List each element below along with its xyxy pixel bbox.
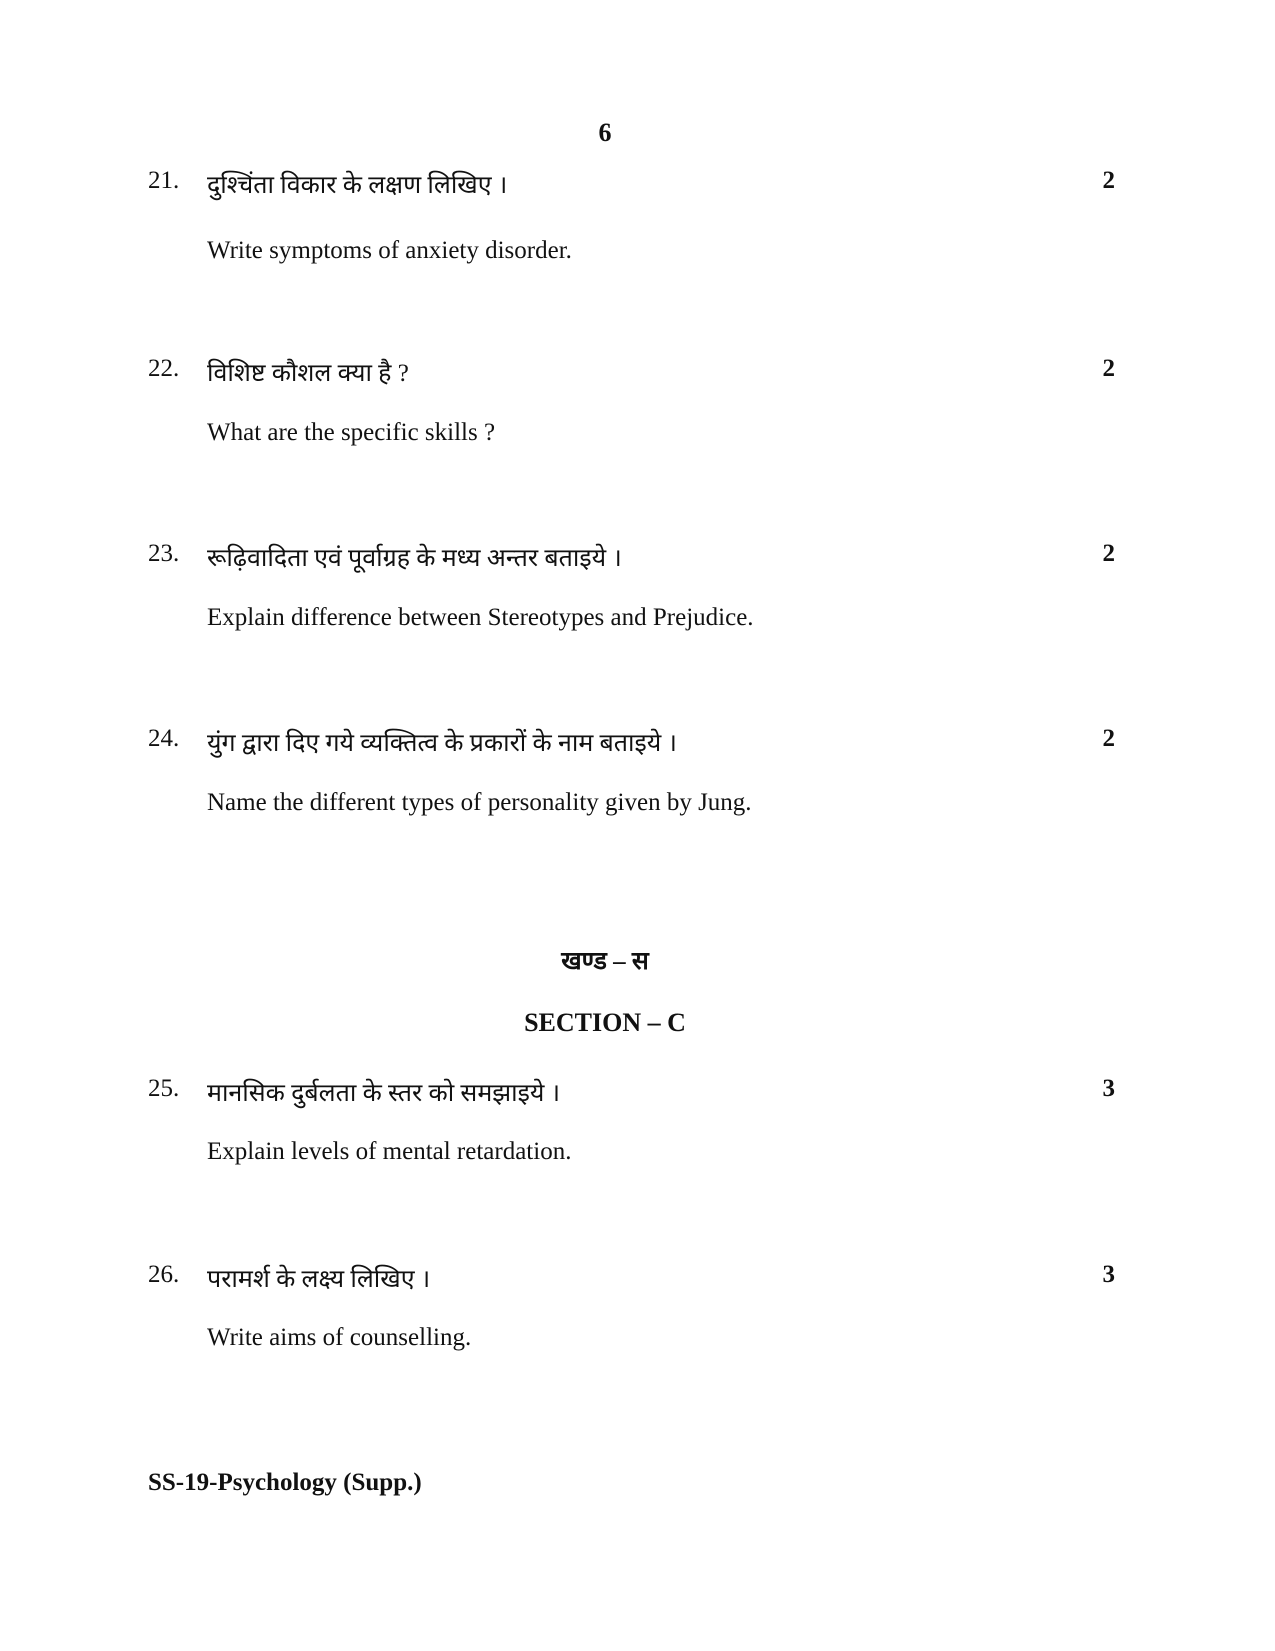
- question-text-english: Explain difference between Stereotypes and Prejudice.: [207, 604, 754, 631]
- question-text-english: Write aims of counselling.: [207, 1324, 472, 1351]
- question-number: 23.: [148, 540, 180, 567]
- question-text-hindi: परामर्श के लक्ष्य लिखिए ।: [207, 1266, 431, 1293]
- question-number: 22.: [148, 355, 180, 382]
- question-marks: 2: [1102, 725, 1115, 752]
- section-heading-hindi: खण्ड – स: [561, 948, 649, 975]
- question-marks: 2: [1102, 355, 1115, 382]
- question-text-english: Name the different types of personality given by Jung.: [207, 789, 752, 816]
- section-heading-english: SECTION – C: [524, 1008, 686, 1037]
- question-text-hindi: युंग द्वारा दिए गये व्यक्तित्व के प्रकारों के नाम बताइये ।: [207, 730, 678, 757]
- question-text-english: Explain levels of mental retardation.: [207, 1138, 572, 1165]
- question-number: 25.: [148, 1075, 180, 1102]
- question-text-english: Write symptoms of anxiety disorder.: [207, 237, 572, 264]
- question-marks: 3: [1102, 1261, 1115, 1288]
- question-text-hindi: रूढ़िवादिता एवं पूर्वाग्रह के मध्य अन्तर बताइये ।: [207, 545, 622, 572]
- question-number: 21.: [148, 167, 180, 194]
- question-number: 26.: [148, 1261, 180, 1288]
- question-text-hindi: दुश्चिंता विकार के लक्षण लिखिए ।: [207, 172, 508, 199]
- page-number: 6: [598, 118, 612, 147]
- question-number: 24.: [148, 725, 180, 752]
- question-marks: 3: [1102, 1075, 1115, 1102]
- question-marks: 2: [1102, 167, 1115, 194]
- question-text-english: What are the specific skills ?: [207, 419, 496, 446]
- question-marks: 2: [1102, 540, 1115, 567]
- question-text-hindi: विशिष्ट कौशल क्या है ?: [207, 360, 409, 387]
- question-text-hindi: मानसिक दुर्बलता के स्तर को समझाइये ।: [207, 1080, 561, 1107]
- paper-code-footer: SS-19-Psychology (Supp.): [148, 1469, 422, 1496]
